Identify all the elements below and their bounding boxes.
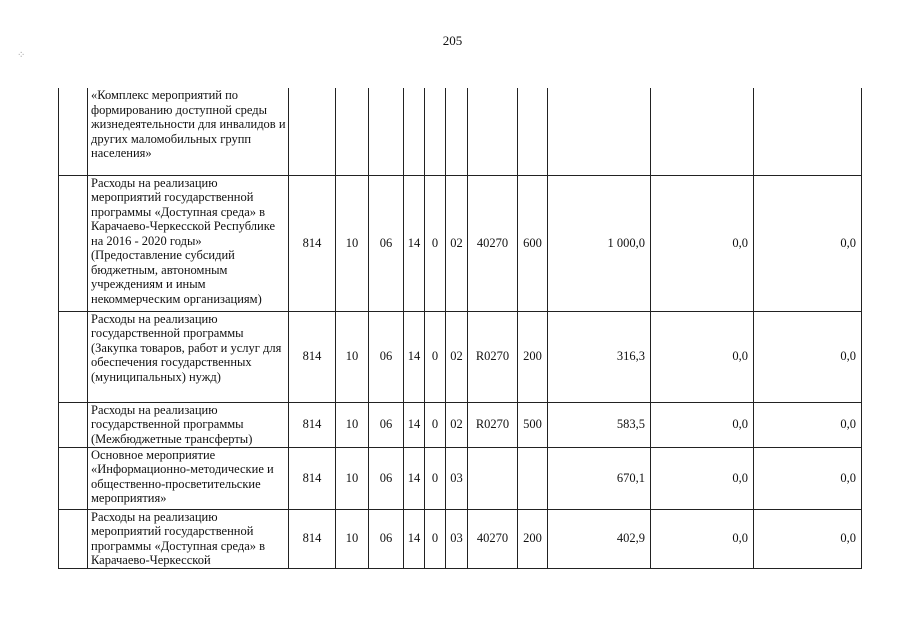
table-row (59, 88, 862, 175)
amount-3-cell: 0,0 (754, 447, 862, 509)
subsection-cell: 06 (369, 509, 404, 568)
admin-code-cell: 814 (289, 402, 336, 447)
event-cell (446, 88, 468, 175)
section-cell: 10 (336, 509, 369, 568)
expense-type-cell: 600 (518, 175, 548, 311)
section-cell: 10 (336, 402, 369, 447)
amount-3-cell: 0,0 (754, 311, 862, 402)
description-cell: Расходы на реализацию государственной программы (Межбюджетные трансферты) (88, 402, 289, 447)
direction-cell: R0270 (468, 402, 518, 447)
expense-type-cell (518, 88, 548, 175)
expense-type-cell (518, 447, 548, 509)
index-cell (59, 88, 88, 175)
section-cell: 10 (336, 447, 369, 509)
amount-2-cell: 0,0 (651, 402, 754, 447)
description-cell: Расходы на реализацию мероприятий государственной программы «Доступная среда» в Карачаево-Черкесской (88, 509, 289, 568)
subprogram-cell (425, 88, 446, 175)
subprogram-cell: 0 (425, 175, 446, 311)
amount-1-cell: 316,3 (548, 311, 651, 402)
admin-code-cell: 814 (289, 175, 336, 311)
subprogram-cell: 0 (425, 509, 446, 568)
event-cell: 02 (446, 402, 468, 447)
index-cell (59, 402, 88, 447)
description-cell: Расходы на реализацию государственной программы (Закупка товаров, работ и услуг для обеспечения государственных (муниципальных) нужд) (88, 311, 289, 402)
admin-code-cell: 814 (289, 509, 336, 568)
section-cell: 10 (336, 311, 369, 402)
direction-cell (468, 447, 518, 509)
program-cell: 14 (404, 509, 425, 568)
expense-type-cell: 200 (518, 311, 548, 402)
admin-code-cell: 814 (289, 447, 336, 509)
index-cell (59, 509, 88, 568)
subprogram-cell: 0 (425, 447, 446, 509)
amount-1-cell: 670,1 (548, 447, 651, 509)
scan-speck: ⁘ (17, 50, 26, 61)
amount-1-cell: 402,9 (548, 509, 651, 568)
amount-3-cell: 0,0 (754, 175, 862, 311)
direction-cell: R0270 (468, 311, 518, 402)
amount-1-cell: 583,5 (548, 402, 651, 447)
program-cell: 14 (404, 175, 425, 311)
table-body (59, 88, 862, 568)
amount-3-cell: 0,0 (754, 509, 862, 568)
page-number: 205 (442, 33, 463, 48)
subsection-cell: 06 (369, 402, 404, 447)
description-cell: «Комплекс мероприятий по формированию доступной среды жизнедеятельности для инвалидов и других маломобильных групп населения» (88, 88, 289, 175)
event-cell: 03 (446, 509, 468, 568)
amount-3-cell: 0,0 (754, 402, 862, 447)
subprogram-cell: 0 (425, 402, 446, 447)
program-cell (404, 88, 425, 175)
subsection-cell: 06 (369, 447, 404, 509)
section-cell (336, 88, 369, 175)
amount-2-cell: 0,0 (651, 175, 754, 311)
amount-2-cell: 0,0 (651, 447, 754, 509)
program-cell: 14 (404, 447, 425, 509)
table-row (59, 402, 862, 447)
description-cell: Основное мероприятие «Информационно-методические и общественно-просветительские мероприятия» (88, 447, 289, 509)
subsection-cell: 06 (369, 175, 404, 311)
section-cell: 10 (336, 175, 369, 311)
amount-1-cell: 1 000,0 (548, 175, 651, 311)
direction-cell: 40270 (468, 509, 518, 568)
amount-1-cell (548, 88, 651, 175)
direction-cell: 40270 (468, 175, 518, 311)
amount-2-cell (651, 88, 754, 175)
subprogram-cell: 0 (425, 311, 446, 402)
event-cell: 02 (446, 175, 468, 311)
program-cell: 14 (404, 402, 425, 447)
amount-2-cell: 0,0 (651, 311, 754, 402)
expense-type-cell: 200 (518, 509, 548, 568)
budget-table (58, 88, 862, 569)
amount-3-cell (754, 88, 862, 175)
amount-2-cell: 0,0 (651, 509, 754, 568)
table-row (59, 175, 862, 311)
description-cell: Расходы на реализацию мероприятий государственной программы «Доступная среда» в Карачаево-Черкесской Республике на 2016 - 2020 годы» (Предоставление субсидий бюджетным, автономным учреждениям и иным некоммерческим организациям) (88, 175, 289, 311)
admin-code-cell (289, 88, 336, 175)
event-cell: 03 (446, 447, 468, 509)
direction-cell (468, 88, 518, 175)
subsection-cell (369, 88, 404, 175)
expense-type-cell: 500 (518, 402, 548, 447)
admin-code-cell: 814 (289, 311, 336, 402)
table-row (59, 509, 862, 568)
index-cell (59, 311, 88, 402)
table-row (59, 447, 862, 509)
event-cell: 02 (446, 311, 468, 402)
index-cell (59, 447, 88, 509)
subsection-cell: 06 (369, 311, 404, 402)
index-cell (59, 175, 88, 311)
program-cell: 14 (404, 311, 425, 402)
table-row (59, 311, 862, 402)
